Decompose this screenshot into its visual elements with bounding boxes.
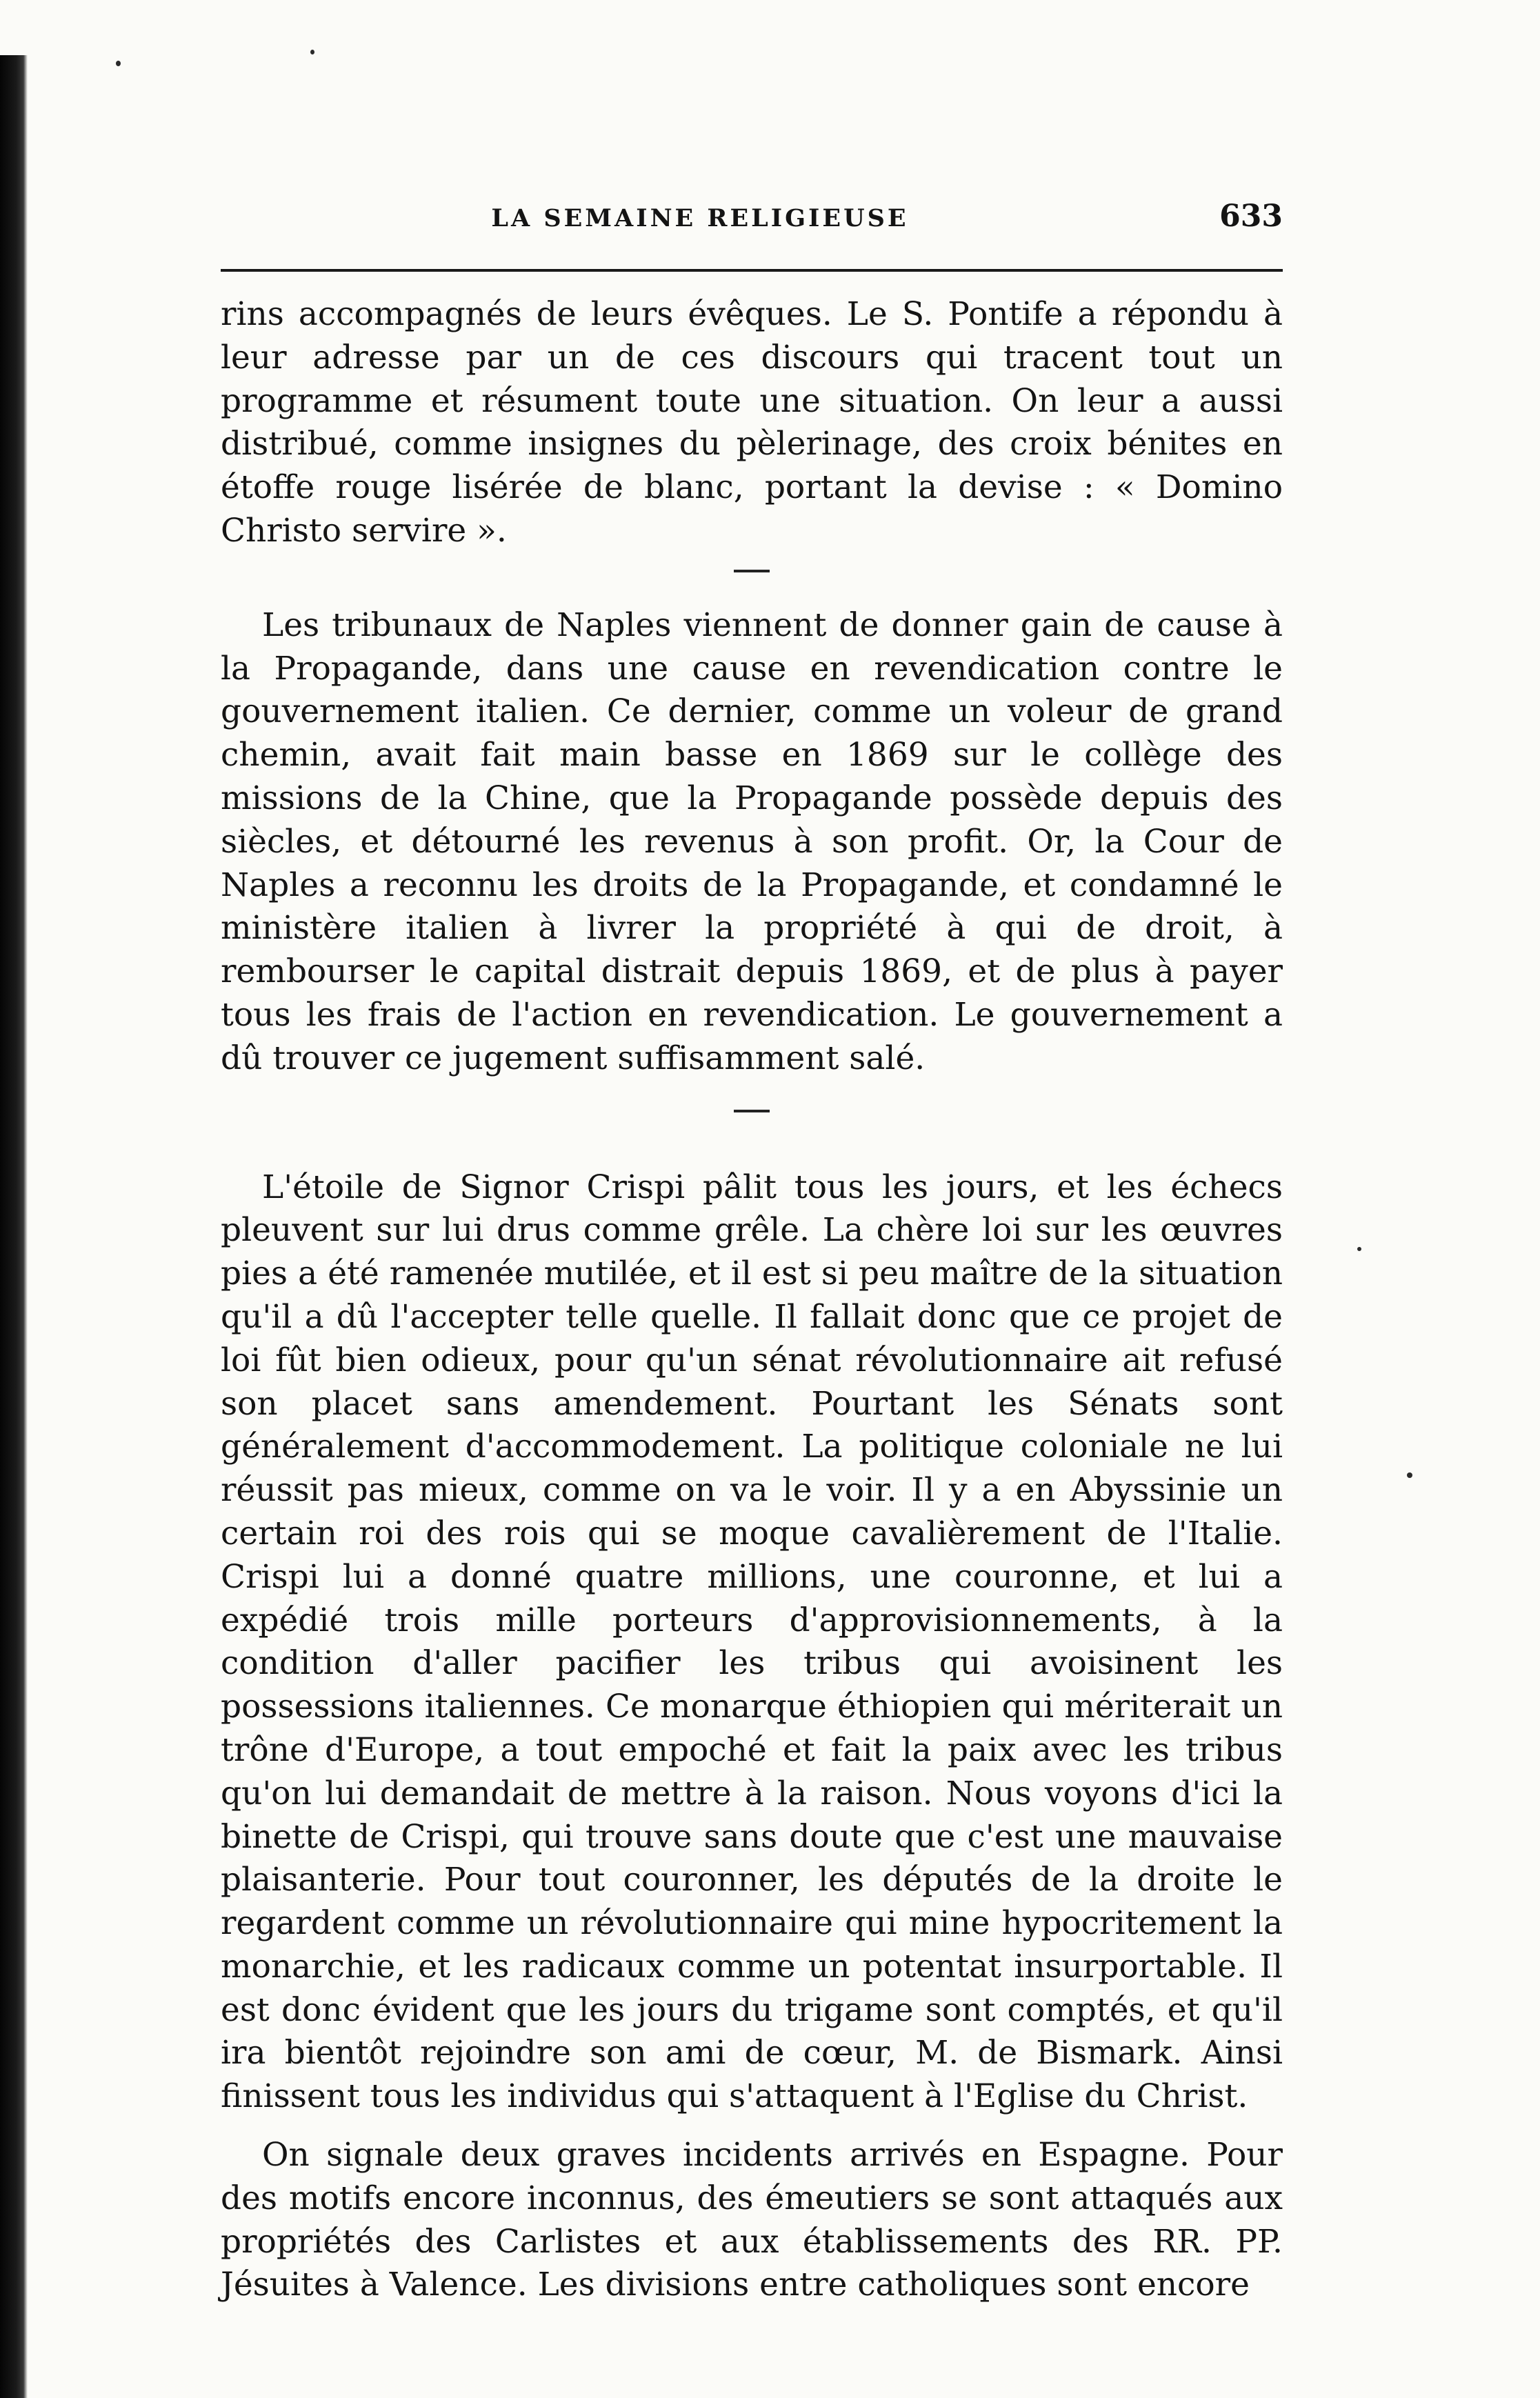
- running-header: [221, 199, 1283, 246]
- paragraph-spain: On signale deux graves incidents arrivés en Espagne. Pour des motifs encore inconnus, des émeutiers se sont attaqués aux propriétés des Carlistes et aux établissements des RR. PP. Jésuites à Valence. Les divisions entre catholiques sont encore: [221, 2136, 1283, 2304]
- paragraph-naples-tribunals: Les tribunaux de Naples viennent de donner gain de cause à la Propagande, dans une cause en revendication contre le gouvernement italien. Ce dernier, comme un voleur de grand chemin, avait fait main basse en 1869 sur le collège des missions de la Chine, que la Propagande possède depuis des siècles, et détourné les revenus à son profit. Or, la Cour de Naples a reconnu les droits de la Propagande, et condamné le ministère italien à livrer la propriété à qui de droit, à rembourser le capital distrait depuis 1869, et de plus à payer tous les frais de l'action en revendication. Le gouvernement a dû trouver ce jugement suffisamment salé.: [221, 606, 1283, 1077]
- page-number: 633: [1219, 199, 1283, 234]
- scan-speck: [116, 61, 121, 66]
- body-text: [221, 293, 1283, 2307]
- binding-edge: [0, 55, 28, 2398]
- running-title: LA SEMAINE RELIGIEUSE: [491, 204, 909, 232]
- paragraph-crispi: L'étoile de Signor Crispi pâlit tous les jours, et les échecs pleuvent sur lui drus comme grêle. La chère loi sur les œuvres pies a été ramenée mutilée, et il est si peu maître de la situation qu'il a dû l'accepter telle quelle. Il fallait donc que ce projet de loi fût bien odieux, pour qu'un sénat révolutionnaire ait refusé son placet sans amendement. Pourtant les Sénats sont généralement d'accommodement. La politique coloniale ne lui réussit pas mieux, comme on va le voir. Il y a en Abyssinie un certain roi des rois qui se moque cavalièrement de l'Italie. Crispi lui a donné quatre millions, une couronne, et lui a expédié trois mille porteurs d'approvisionnements, à la condition d'aller pacifier les tribus qui avoisinent les possessions italiennes. Ce monarque éthiopien qui mériterait un trône d'Europe, a tout empoché et fait la paix avec les tribus qu'on lui demandait de mettre à la raison. Nous voyons d'ici la binette de Crispi, qui trouve sans doute que c'est une mauvaise plaisanterie. Pour tout couronner, les députés de la droite le regardent comme un révolutionnaire qui mine hypocritement la monarchie, et les radicaux comme un potentat insurportable. Il est donc évident que les jours du trigame sont comptés, et qu'il ira bientôt rejoindre son ami de cœur, M. de Bismark. Ainsi finissent tous les individus qui s'attaquent à l'Eglise du Christ.: [221, 1168, 1283, 2116]
- header-rule: [221, 269, 1283, 272]
- scan-speck: [1407, 1472, 1412, 1478]
- section-separator: [734, 570, 770, 572]
- scan-speck: [1357, 1247, 1361, 1251]
- document-page: [221, 0, 1283, 2398]
- paragraph-pilgrimage: rins accompagnés de leurs évêques. Le S. Pontife a répondu à leur adresse par un de ces discours qui tracent tout un programme et résument toute une situation. On leur a aussi distribué, comme insignes du pèlerinage, des croix bénites en étoffe rouge lisérée de blanc, portant la devise : « Domino Christo servire ».: [221, 295, 1283, 550]
- section-separator: [734, 1110, 770, 1112]
